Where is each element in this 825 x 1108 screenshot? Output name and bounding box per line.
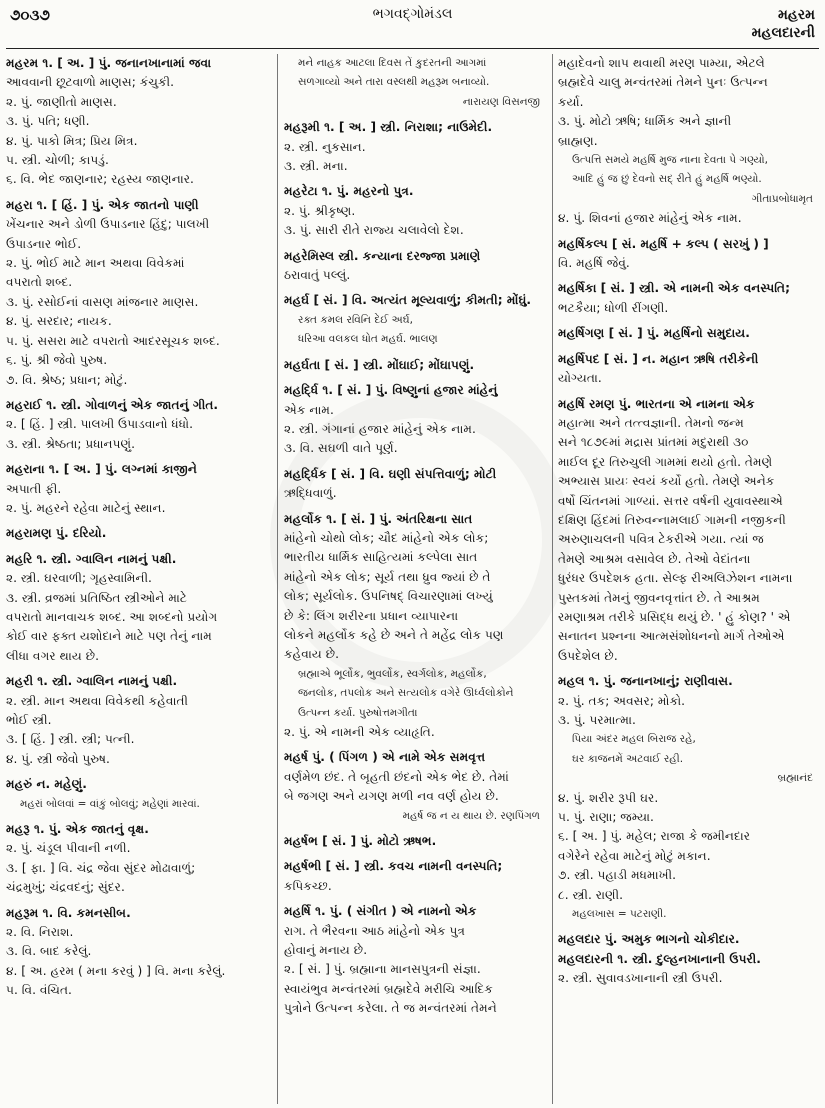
definition-line: વિ. મહર્ષિ જેવું. xyxy=(558,256,630,271)
definition-line: ૪. પું. શરીર રૂપી ઘર. xyxy=(558,790,659,805)
definition-line: વર્ણમેળ છંદ. તે બૃહતી છંદનો એક ભેદ છે. તેમાં xyxy=(284,769,509,784)
guide-word-first: મહરમ xyxy=(778,7,815,23)
definition-line: વર્ષો ચિંતનમાં ગાળ્યાં. સત્તર વર્ષની યુવાવસ્થાએ xyxy=(558,493,783,508)
definition-line: ૨. સ્ત્રી. ગંગાનાં હજાર માંહેનું એક નામ. xyxy=(284,421,476,436)
guide-word-last: મહલદારની xyxy=(751,25,815,41)
headword-line: મહર્ષિ રમણ પું. ભારતના એ નામના એક xyxy=(558,396,755,411)
definition-line: ૨. પું. ભોઈ માટે માન અથવા વિવેકમાં xyxy=(6,256,185,271)
definition-line: ૩. [ ફા. ] વિ. ચંદ્ર જેવા સુંદર મોઢાવાળું; xyxy=(6,860,196,875)
definition-line: કર્યા. xyxy=(558,94,584,109)
definition-line: ૪. પું. સરદાર; નાયક. xyxy=(6,314,112,329)
guide-words xyxy=(752,6,815,42)
definition-line: ૩. [ હિં. ] સ્ત્રી. સ્ત્રી; પત્ની. xyxy=(6,732,135,747)
definition-line: ૮. સ્ત્રી. રાણી. xyxy=(558,887,623,902)
definition-line: ઋદ્ધિવાળું. xyxy=(284,486,337,501)
definition-line: લીધા વગર થાય છે. xyxy=(6,648,100,663)
headword-line: મહરમ ૧. [ અ. ] પું. જનાનખાનામાં જવા xyxy=(6,56,212,70)
headword-line: મહર્ઘ [ સં. ] વિ. અત્યંત મૂલ્યવાળું; કીમતી; મોંઘું. xyxy=(284,293,532,308)
headword-line: મહરા ૧. [ હિં. ] પું. એક જાતનો પાણી xyxy=(6,197,199,212)
definition-line: ૫. પું. સસરા માટે વપરાતો આદરસૂચક શબ્દ. xyxy=(6,333,220,348)
definition-line: અપાતી ફી. xyxy=(6,481,62,496)
definition-line: રાગ. તે ભૈરવના આઠ માંહેનો એક પુત્ર xyxy=(284,923,465,938)
definition-line: ૩. પું. પતિ; ધણી. xyxy=(6,114,90,129)
definition-line: ૨. પું. ચંડૂલ પીવાની નળી. xyxy=(6,841,131,856)
definition-line: ૪. [ અ. હરમ ( મના કરવું ) ] વિ. મના કરેલું. xyxy=(6,963,226,978)
definition-line: સને ૧૮૭૯માં મદ્રાસ પ્રાંતમાં મદુરાથી ૩૦ xyxy=(558,435,749,450)
quotation-line: ઘર કાજનમેં અટવાઈ રહી. xyxy=(572,752,684,765)
headword-line: મહર્દ્ધિક [ સં. ] વિ. ઘણી સંપત્તિવાળું; મોટી xyxy=(284,466,497,481)
column-divider xyxy=(277,54,278,1104)
page-header xyxy=(6,4,819,49)
headword-line: મહરૂ ૧. પું. એક જાતનું વૃક્ષ. xyxy=(6,822,149,837)
quotation-line: સળગાવ્યો અને તારા વસ્લથી મહરૂમ બનાવ્યો. xyxy=(298,76,490,89)
column-left xyxy=(6,54,271,1104)
definition-line: માઈલ દૂર તિરુચુલી ગામમાં થયો હતો. તેમણે xyxy=(558,454,773,469)
definition-line: સ્વાયંભુવ મન્વંતરમાં બ્રહ્મદેવે મરીચિ આદિક xyxy=(284,981,493,996)
definition-line: એક નામ. xyxy=(284,402,334,417)
headword-line: મહરેટા ૧. પું. મહરનો પુત્ર. xyxy=(284,184,414,199)
definition-line: ૨. સ્ત્રી. ઘરવાળી; ગૃહસ્વામિની. xyxy=(6,571,152,586)
definition-line: ૨. પું. જાણીતો માણસ. xyxy=(6,94,117,109)
definition-line: ભારતીય ધાર્મિક સાહિત્યમાં કલ્પેલા સાત xyxy=(284,550,478,565)
headword-line: મહર્ઘતા [ સં. ] સ્ત્રી. મોંઘાઈ; મોંઘાપણું. xyxy=(284,357,475,372)
definition-line: રમણાશ્રમ તરીકે પ્રસિદ્ધ થયું છે. ' હું કોણ? ' એ xyxy=(558,609,791,624)
definition-line: ૨. પું. શ્રીકૃષ્ણ. xyxy=(284,203,356,218)
definition-line: તેમણે આશ્રમ વસાવેલ છે. તેઓ વેદાંતના xyxy=(558,551,751,566)
quotation-line: ઉત્પત્તિ સમયે મહર્ષિ મુજ નાના દેવતા પે ગણ્યો, xyxy=(572,154,768,167)
quotation-line: મહલખાસ = પટરાણી. xyxy=(572,908,667,921)
definition-line: ૭. વિ. શ્રેષ્ઠ; પ્રધાન; મોટું. xyxy=(6,372,128,387)
headword-line: મહલદાર પું. અમુક ભાગનો ચોકીદાર. xyxy=(558,932,740,947)
definition-line: લોક; સૂર્યલોક. ઉપનિષદ્ વિચારણામાં લખ્યું xyxy=(284,589,493,604)
definition-line: યોગ્યતા. xyxy=(558,371,602,386)
definition-line: ૩. વિ. બાદ કરેલું. xyxy=(6,944,92,959)
quotation-line: જનલોક, તપલોક અને સત્યલોક વગેરે ઊર્ધ્વલોકોને xyxy=(298,687,514,700)
definition-line: માંહેનો ચોથો લોક; ચૌદ માંહેનો એક લોક; xyxy=(284,530,489,545)
quotation-line: આદિ હું જ છું દેવનો સદ્ રીતે હું મહર્ષિ ભણ્યો. xyxy=(572,173,762,186)
book-title: ભગવદ્ગોમંડલ xyxy=(372,6,453,22)
quotation-source: બ્રહ્માનંદ xyxy=(777,772,813,785)
headword-line: મહલદારની ૧. સ્ત્રી. દુલ્હનખાનાની ઉપરી. xyxy=(558,951,761,966)
definition-line: ૩. સ્ત્રી. મના. xyxy=(284,159,348,174)
definition-line: ઉપદેશેલ છે. xyxy=(558,648,618,663)
definition-line: મહાદેવનો શાપ થવાથી મરણ પામ્યા, એટલે xyxy=(558,56,765,70)
definition-line: ૨. સ્ત્રી. માન અથવા વિવેકથી કહેવાતી xyxy=(6,693,189,708)
definition-line: પુસ્તકમાં તેમનું જીવનવૃત્તાંત છે. તે આશ્રમ xyxy=(558,590,760,605)
definition-line: બ્રાહ્મણ. xyxy=(558,133,598,148)
quotation-line: મહરાં બોલવાં = વાંકું બોલવું; મહેણાં મારવાં. xyxy=(20,797,200,810)
definition-line: ૫. વિ. વંચિત. xyxy=(6,983,72,998)
definition-line: ૩. પું. રસોઈનાં વાસણ માંજનાર માણસ. xyxy=(6,294,199,309)
definition-line: વપરાતો માનવાચક શબ્દ. આ શબ્દનો પ્રયોગ xyxy=(6,609,218,624)
definition-line: ૫. સ્ત્રી. ચોળી; કાપડું. xyxy=(6,153,109,168)
definition-line: વપરાતો શબ્દ. xyxy=(6,275,73,290)
definition-line: ૨. સ્ત્રી. સુવાવડખાનાની સ્ત્રી ઉપરી. xyxy=(558,971,723,986)
quotation-source: મહર્ષ જ ન ય થાય છે. રણપિંગળ xyxy=(402,809,540,822)
definition-line: ૪. પું. પાકો મિત્ર; પ્રિય મિત્ર. xyxy=(6,133,138,148)
headword-line: મહરિ ૧. સ્ત્રી. ગ્વાલિન નામનું પક્ષી. xyxy=(6,551,177,566)
headword-line: મહર્લોક ૧. [ સં. ] પું. અંતરિક્ષના સાત xyxy=(284,511,473,526)
column-right xyxy=(558,54,819,1104)
definition-line: બે જગણ અને યગણ મળી નવ વર્ણ હોય છે. xyxy=(284,789,499,804)
definition-line: ભટકૈયા; ધોળી રીંગણી. xyxy=(558,300,669,315)
definition-line: ૩. પું. પરમાત્મા. xyxy=(558,713,636,727)
quotation-source: ગીતાપ્રબોધામૃત xyxy=(751,192,813,205)
definition-line: ૩. વિ. સઘળી વાતે પૂર્ણ. xyxy=(284,441,398,456)
definition-line: પુત્રોને ઉત્પન્ન કરેલા. તે જ મન્વંતરમાં તેમને xyxy=(284,1001,497,1016)
definition-line: ખેંચનાર અને ડોળી ઉપાડનાર હિંદુ; પાલખી xyxy=(6,217,210,232)
definition-line: સનાતન પ્રશ્નના આત્મસંશોધનનો માર્ગ તેઓએ xyxy=(558,629,785,644)
definition-line: લોકને મહર્લોક કહે છે અને તે મહેંદ્ર લોક પણ xyxy=(284,627,504,642)
definition-line: ૩. સ્ત્રી. વ્રજમાં પ્રતિષ્ઠિત સ્ત્રીઓને માટે xyxy=(6,590,188,605)
definition-line: ધુરંધર ઉપદેશક હતા. સેલ્ફ રીઅલિઝેશન નામના xyxy=(558,571,793,586)
headword-line: મહર્ષિ ૧. પું. ( સંગીત ) એ નામનો એક xyxy=(284,904,477,919)
quotation-source: નારાયણ વિસનજી xyxy=(462,95,540,108)
definition-line: હોવાનું મનાય છે. xyxy=(284,943,368,958)
definition-line: ૪. પું. શિવનાં હજાર માંહેનું એક નામ. xyxy=(558,211,742,226)
quotation-line: મને નાહક આટલા દિવસ તેં કુદરતની આગમાં xyxy=(298,57,487,69)
headword-line: મહરેમિસ્લ સ્ત્રી. કન્યાના દરજ્જા પ્રમાણે xyxy=(284,248,481,263)
headword-line: મહરી ૧. સ્ત્રી. ગ્વાલિન નામનું પક્ષી. xyxy=(6,674,178,689)
definition-line: કહેવાય છે. xyxy=(284,647,339,662)
headword-line: મહર્દ્ધિ ૧. [ સં. ] પું. વિષ્ણુનાં હજાર માંહેનું xyxy=(284,383,498,398)
definition-line: આવવાની છૂટવાળો માણસ; કંચુકી. xyxy=(6,75,175,90)
definition-line: ૨. પું. તક; અવસર; મોકો. xyxy=(558,693,686,708)
headword-line: મહરાના ૧. [ અ. ] પું. લગ્નમાં કાજીને xyxy=(6,462,197,477)
headword-line: મહરાઈ ૧. સ્ત્રી. ગોવાળનું એક જાતનું ગીત. xyxy=(6,397,219,412)
definition-line: ભોઈ સ્ત્રી. xyxy=(6,713,52,727)
page-number: ૭૦૩૭ xyxy=(10,6,50,24)
definition-line: કોઈ વાર ફક્ત યશોદાને માટે પણ તેનું નામ xyxy=(6,629,212,644)
headword-line: મહર્ષ પું. ( પિંગળ ) એ નામે એક સમવૃત્ત xyxy=(284,750,486,765)
headword-line: મહર્ષભી [ સં. ] સ્ત્રી. કવચ નામની વનસ્પતિ; xyxy=(284,859,503,874)
definition-line: કપિકચ્છ. xyxy=(284,878,332,893)
definition-line: ૨. [ સં. ] પું. બ્રહ્માના માનસપુત્રની સંજ્ઞા. xyxy=(284,962,481,977)
definition-line: દક્ષિણ હિંદમાં તિરુવન્નામલાઈ ગામની નજીકની xyxy=(558,512,786,527)
quotation-line: ધરિઆ વલકલ ધોત મહર્ઘ. ભાલણ xyxy=(298,333,438,346)
definition-line: ૭. સ્ત્રી. પહાડી મધમાખી. xyxy=(558,868,676,883)
headword-line: મહર્ષિપદ [ સં. ] ન. મહાન ઋષિ તરીકેની xyxy=(558,351,759,366)
definition-line: બ્રહ્મદેવે ચાલુ મન્વંતરમાં તેમને પુનઃ ઉત્પન્ન xyxy=(558,75,768,90)
headword-line: મહરૂમી ૧. [ અ. ] સ્ત્રી. નિરાશા; નાઉમેદી. xyxy=(284,120,493,135)
definition-line: ૬. વિ. ભેદ જાણનાર; રહસ્ય જાણનાર. xyxy=(6,172,194,187)
headword-line: મહર્ષિકલ્પ [ સં. મહર્ષિ + કલ્પ ( સરખું ) ] xyxy=(558,236,769,251)
definition-line: ઠરાવાતું પલ્લું. xyxy=(284,268,351,283)
definition-line: મહાત્મા અને તત્ત્વજ્ઞાની. તેમનો જન્મ xyxy=(558,415,744,430)
headword-line: મહર્ષભ [ સં. ] પું. મોટો ઋષભ. xyxy=(284,834,437,849)
column-middle xyxy=(284,54,546,1104)
quotation-line: પિયા અંદર મહલ બિરાજ રહે, xyxy=(572,733,696,746)
definition-line: ૪. પું. સ્ત્રી જેવો પુરુષ. xyxy=(6,751,110,766)
definition-line: ૨. વિ. નિરાશ. xyxy=(6,925,74,940)
definition-line: ૩. સ્ત્રી. શ્રેષ્ઠતા; પ્રધાનપણું. xyxy=(6,436,136,451)
quotation-line: ઉત્પન્ન કર્યા. પુરુષોત્તમગીતા xyxy=(298,706,418,719)
definition-line: ૩. પું. મોટો ઋષિ; ધાર્મિક અને જ્ઞાની xyxy=(558,114,732,129)
definition-line: ૬. [ અ. ] પું. મહેલ; રાજા કે જમીનદાર xyxy=(558,829,751,844)
definition-line: ૫. પું. રાણા; જમ્યા. xyxy=(558,810,654,825)
definition-line: અરુણાચલની પવિત્ર ટેકરીએ ગયા. ત્યાં જ xyxy=(558,532,764,547)
dictionary-columns xyxy=(6,54,819,1104)
definition-line: ઉપાડનાર ભોઈ. xyxy=(6,236,82,251)
definition-line: ૨. સ્ત્રી. નુકસાન. xyxy=(284,139,366,154)
column-divider xyxy=(552,54,553,1104)
definition-line: ૨. પું. મહરને રહેવા માટેનું સ્થાન. xyxy=(6,500,166,515)
headword-line: મહલ ૧. પું. જનાનખાનું; રાણીવાસ. xyxy=(558,674,733,689)
definition-line: વગેરેને રહેવા માટેનું મોટું મકાન. xyxy=(558,848,711,863)
definition-line: ૩. પું. સારી રીતે રાજ્ય ચલાવેલો દેશ. xyxy=(284,223,464,238)
headword-line: મહર્ષિગણ [ સં. ] પું. મહર્ષિનો સમુદાય. xyxy=(558,326,750,341)
definition-line: ૬. પું. શ્રી જેવો પુરુષ. xyxy=(6,353,108,368)
definition-line: ૨. [ હિં. ] સ્ત્રી. પાલખી ઉપાડવાનો ધંધો. xyxy=(6,417,193,432)
headword-line: મહરામણ પું. દરિયો. xyxy=(6,526,107,541)
quotation-line: બ્રહ્માએ ભૂર્લોક, ભુવર્લોક, સ્વર્ગલોક, મહર્લોક, xyxy=(298,667,487,680)
definition-line: ચંદ્રમુખું; ચંદ્રવદનું; સુંદર. xyxy=(6,880,125,895)
definition-line: અભ્યાસ પ્રાયઃ સ્વયં કર્યો હતો. તેમણે અનેક xyxy=(558,474,775,489)
definition-line: છે કે: લિંગ શરીરના પ્રધાન વ્યાપારના xyxy=(284,608,459,623)
definition-line: માંહેનો એક લોક; સૂર્ય તથા ધ્રુવ જ્યાં છે તે xyxy=(284,569,491,584)
definition-line: ૨. પું. એ નામની એક વ્યાહૃતિ. xyxy=(284,725,435,739)
quotation-line: રક્ત કમલ રવિનિ દેઈ અર્ઘ, xyxy=(298,313,413,326)
headword-line: મહરૂમ ૧. વિ. કમનસીબ. xyxy=(6,905,131,920)
headword-line: મહરું ન. મહેણું. xyxy=(6,777,87,792)
headword-line: મહર્ષિકા [ સં. ] સ્ત્રી. એ નામની એક વનસ્પતિ; xyxy=(558,281,791,296)
